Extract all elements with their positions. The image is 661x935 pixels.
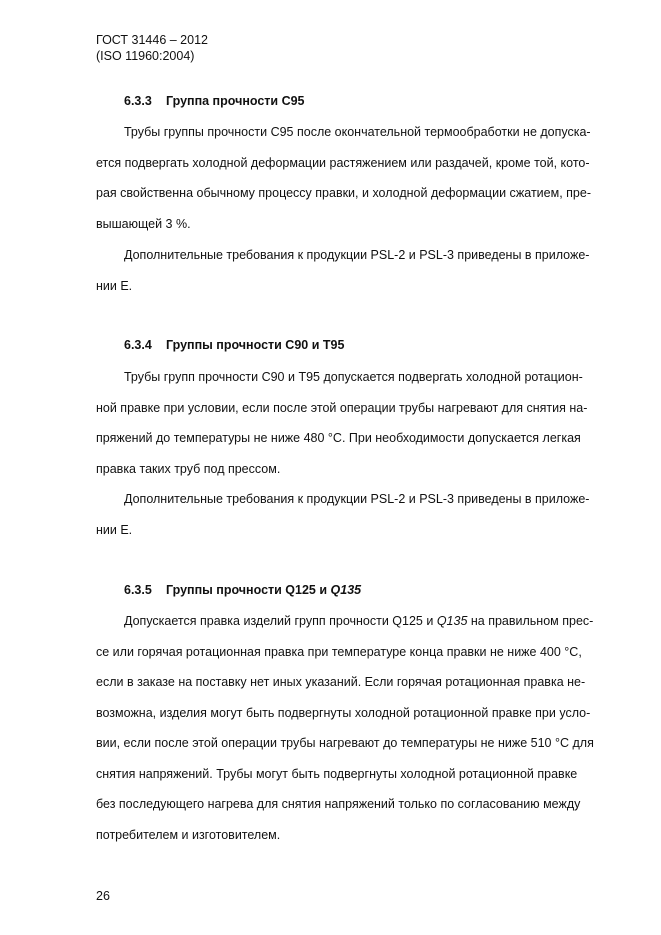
section-title-6-3-5: 6.3.5 Группы прочности Q125 и Q135 — [124, 583, 362, 597]
iso-reference: (ISO 11960:2004) — [96, 49, 195, 63]
paragraph-6-3-5-1: Допускается правка изделий групп прочности Q125 и Q135 на правильном прес- се или горячая ротационная правка при температуре конца правки не ниже 400 °С, если в заказе на поставку нет иных указаний. Если горячая ротационная правка не- возможна, изделия могут быть подвергнуты холодной ротационной правке при усло- вии, если после этой операции трубы нагревают до температуры не ниже 510 °С для снятия напряжений. Трубы могут быть подвергнуты холодной ротационной правке без последующего нагрева для снятия напряжений только по согласованию между потребителем и изготовителем. — [96, 614, 594, 842]
paragraph-6-3-3-2: Дополнительные требования к продукции PSL-2 и PSL-3 приведены в приложе- нии Е. — [96, 248, 590, 293]
section-title-6-3-3: 6.3.3 Группа прочности С95 — [124, 94, 305, 108]
paragraph-6-3-4-2: Дополнительные требования к продукции PSL-2 и PSL-3 приведены в приложе- нии Е. — [96, 492, 590, 537]
standard-code: ГОСТ 31446 – 2012 — [96, 33, 208, 47]
section-title-6-3-4: 6.3.4 Группы прочности С90 и Т95 — [124, 338, 345, 352]
paragraph-6-3-3-1: Трубы группы прочности С95 после окончательной термообработки не допуска- ется подвергать холодной деформации растяжением или раздачей, кроме той, кото- рая свойственна обычному процессу правки, и холодной деформации сжатием, пре- вышающей 3 %. — [96, 125, 591, 231]
page-number: 26 — [96, 889, 110, 903]
document-header — [96, 32, 208, 64]
paragraph-6-3-4-1: Трубы групп прочности С90 и Т95 допускается подвергать холодной ротацион- ной правке при условии, если после этой операции трубы нагревают для снятия на- пряжений до температуры не ниже 480 °С. При необходимости допускается легкая правка таких труб под прессом. — [96, 370, 588, 476]
